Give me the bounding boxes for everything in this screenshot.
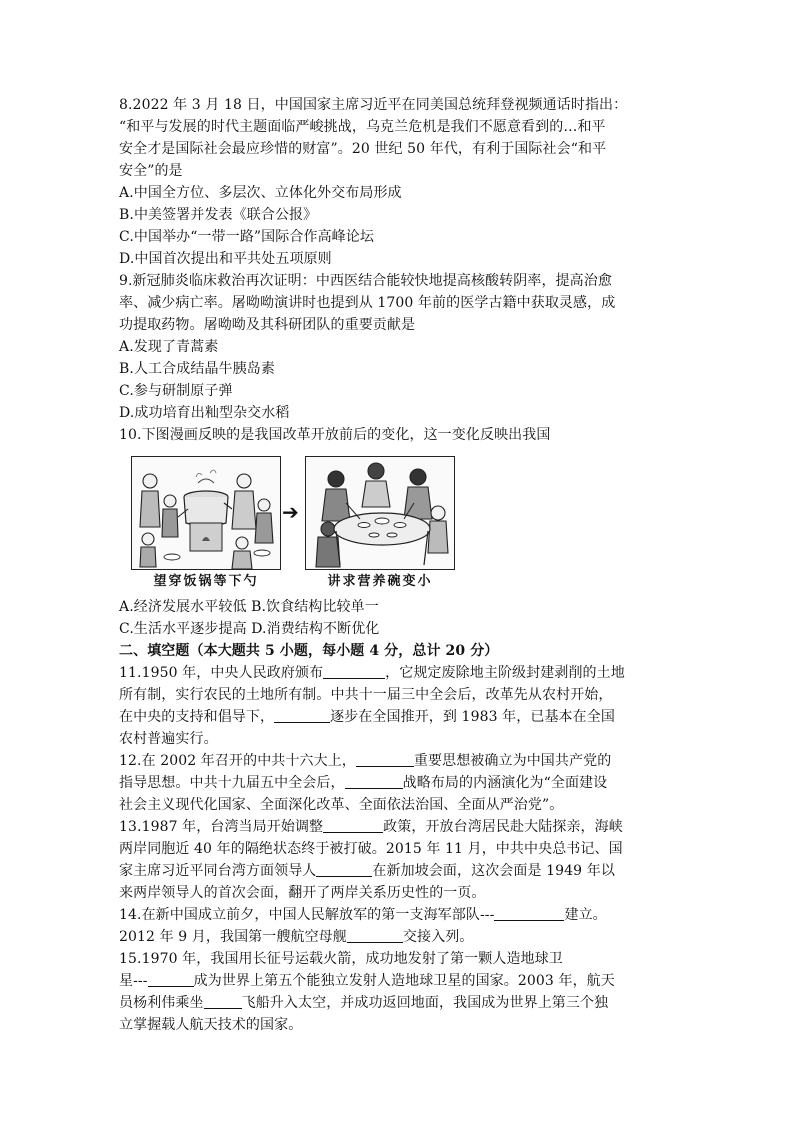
q12-blank-1 bbox=[356, 751, 414, 767]
q13-line-1 bbox=[119, 816, 684, 838]
q9-stem-line-1: 9.新冠肺炎临床救治再次证明：中西医结合能较快地提高核酸转阴率，提高治愈 bbox=[119, 273, 612, 289]
q9-stem-line-2: 率、减少病亡率。屠呦呦演讲时也提到从 1700 年前的医学古籍中获取灵感，成 bbox=[119, 295, 616, 311]
q9-stem-line-3: 功提取药物。屠呦呦及其科研团队的重要贡献是 bbox=[119, 317, 416, 333]
q8-stem-line-1: 8.2022 年 3 月 18 日，中国国家主席习近平在同美国总统拜登视频通话时指出： bbox=[119, 97, 628, 113]
q12-text-1a: 12.在 2002 年召开的中共十六大上， bbox=[119, 753, 356, 769]
question-15 bbox=[119, 948, 684, 1036]
q13-blank-2 bbox=[316, 861, 372, 877]
q9-option-b: B.人工合成结晶牛胰岛素 bbox=[119, 361, 275, 377]
q15-line-3 bbox=[119, 992, 684, 1014]
q14-line-1 bbox=[119, 904, 684, 926]
q10-option-cd: C.生活水平逐步提高 D.消费结构不断优化 bbox=[119, 621, 380, 637]
question-8 bbox=[119, 94, 684, 270]
q13-blank-1 bbox=[323, 817, 383, 833]
q12-line-2 bbox=[119, 772, 684, 794]
q8-stem-line-4: 安全”的是 bbox=[119, 163, 183, 179]
q13-text-1b: 政策，开放台湾居民赴大陆探亲，海峡 bbox=[383, 819, 623, 835]
q8-stem-line-2: “和平与发展的时代主题面临严峻挑战，乌克兰危机是我们不愿意看到的…和平 bbox=[119, 119, 606, 135]
dining-cartoon-illustration bbox=[306, 457, 454, 569]
q13-text-1a: 13.1987 年，台湾当局开始调整 bbox=[119, 819, 324, 835]
q14-blank-2 bbox=[347, 927, 403, 943]
q10-stem: 10.下图漫画反映的是我国改革开放前后的变化，这一变化反映出我国 bbox=[119, 427, 551, 443]
q12-line-3: 社会主义现代化国家、全面深化改革、全面依法治国、全面从严治党”。 bbox=[119, 797, 564, 813]
q12-text-2b: 战略布局的内涵演化为“全面建设 bbox=[402, 775, 608, 791]
q15-line-4: 立掌握载人航天技术的国家。 bbox=[119, 1017, 303, 1033]
q9-option-a: A.发现了青蒿素 bbox=[119, 339, 219, 355]
q11-text-3b: 逐步在全国推开，到 1983 年，已基本在全国 bbox=[330, 709, 615, 725]
question-14 bbox=[119, 904, 684, 948]
q13-line-3 bbox=[119, 860, 684, 882]
q9-option-d: D.成功培育出籼型杂交水稻 bbox=[119, 405, 290, 421]
q11-blank-2 bbox=[274, 707, 330, 723]
q11-text-1b: ，它规定废除地主阶级封建剥削的土地 bbox=[385, 665, 625, 681]
question-13 bbox=[119, 816, 684, 904]
q10-option-ab: A.经济发展水平较低 B.饮食结构比较单一 bbox=[119, 599, 379, 615]
q15-blank-2 bbox=[204, 993, 242, 1009]
section-2-title: 二、填空题（本大题共 5 小题，每小题 4 分，总计 20 分） bbox=[119, 643, 499, 659]
q13-line-4: 来两岸领导人的首次会面，翻开了两岸关系历史性的一页。 bbox=[119, 885, 486, 901]
q8-option-d: D.中国首次提出和平共处五项原则 bbox=[119, 251, 332, 267]
cartoon-after-panel bbox=[305, 456, 455, 570]
q13-text-3a: 家主席习近平同台湾方面领导人 bbox=[119, 863, 317, 879]
q12-text-1b: 重要思想被确立为中国共产党的 bbox=[413, 753, 612, 769]
q8-option-b: B.中美签署并发表《联合公报》 bbox=[119, 207, 318, 223]
q15-text-3b: 飞船升入太空，并成功返回地面，我国成为世界上第三个独 bbox=[241, 995, 609, 1011]
q14-line-2 bbox=[119, 926, 684, 948]
q14-blank-1 bbox=[494, 905, 564, 921]
q13-text-3b: 在新加坡会面，这次会面是 1949 年以 bbox=[372, 863, 615, 879]
q11-line-3 bbox=[119, 706, 684, 728]
q15-line-2 bbox=[119, 970, 684, 992]
q11-text-3a: 在中央的支持和倡导下， bbox=[119, 709, 275, 725]
q14-text-1a: 14.在新中国成立前夕，中国人民解放军的第一支海军部队--- bbox=[119, 907, 495, 923]
q15-text-3a: 员杨利伟乘坐 bbox=[119, 995, 204, 1011]
question-11 bbox=[119, 662, 684, 750]
question-9 bbox=[119, 270, 684, 424]
q14-text-1b: 建立。 bbox=[564, 907, 607, 923]
q13-line-2: 两岸同胞近 40 年的隔绝状态终于被打破。2015 年 11 月，中共中央总书记、国 bbox=[119, 841, 623, 857]
caption-before: 望穿饭锅等下勺 bbox=[153, 574, 259, 589]
q11-text-1a: 11.1950 年，中央人民政府颁布 bbox=[119, 665, 324, 681]
q15-blank-1 bbox=[148, 971, 194, 987]
q12-line-1 bbox=[119, 750, 684, 772]
q12-text-2a: 指导思想。中共十九届五中全会后， bbox=[119, 775, 345, 791]
cartoon-figure bbox=[119, 448, 684, 594]
question-10 bbox=[119, 424, 684, 640]
q12-blank-2 bbox=[345, 773, 403, 789]
exam-page bbox=[119, 94, 684, 1036]
q15-line-1: 15.1970 年，我国用长征号运载火箭，成功地发射了第一颗人造地球卫 bbox=[119, 951, 563, 967]
question-12 bbox=[119, 750, 684, 816]
q11-line-4: 农村普遍实行。 bbox=[119, 731, 218, 747]
q11-line-1 bbox=[119, 662, 684, 684]
q14-text-2a: 2012 年 9 月，我国第一艘航空母舰 bbox=[119, 929, 347, 945]
q9-option-c: C.参与研制原子弹 bbox=[119, 383, 233, 399]
cartoon-before-panel bbox=[131, 456, 281, 570]
pot-cartoon-illustration bbox=[132, 457, 280, 569]
caption-after: 讲求营养碗变小 bbox=[327, 574, 433, 589]
q15-text-2b: 成为世界上第五个能独立发射人造地球卫星的国家。2003 年，航天 bbox=[193, 973, 615, 989]
q14-text-2b: 交接入列。 bbox=[402, 929, 474, 945]
q11-blank-1 bbox=[323, 663, 385, 679]
q8-stem-line-3: 安全才是国际社会最应珍惜的财富”。20 世纪 50 年代，有利于国际社会“和平 bbox=[119, 141, 607, 157]
q8-option-a: A.中国全方位、多层次、立体化外交布局形成 bbox=[119, 185, 402, 201]
q15-text-2a: 星--- bbox=[119, 973, 148, 989]
q11-line-2: 所有制，实行农民的土地所有制。中共十一届三中全会后，改革先从农村开始， bbox=[119, 687, 613, 703]
arrow-right-icon: ➔ bbox=[282, 500, 299, 524]
q8-option-c: C.中国举办“一带一路”国际合作高峰论坛 bbox=[119, 229, 374, 245]
